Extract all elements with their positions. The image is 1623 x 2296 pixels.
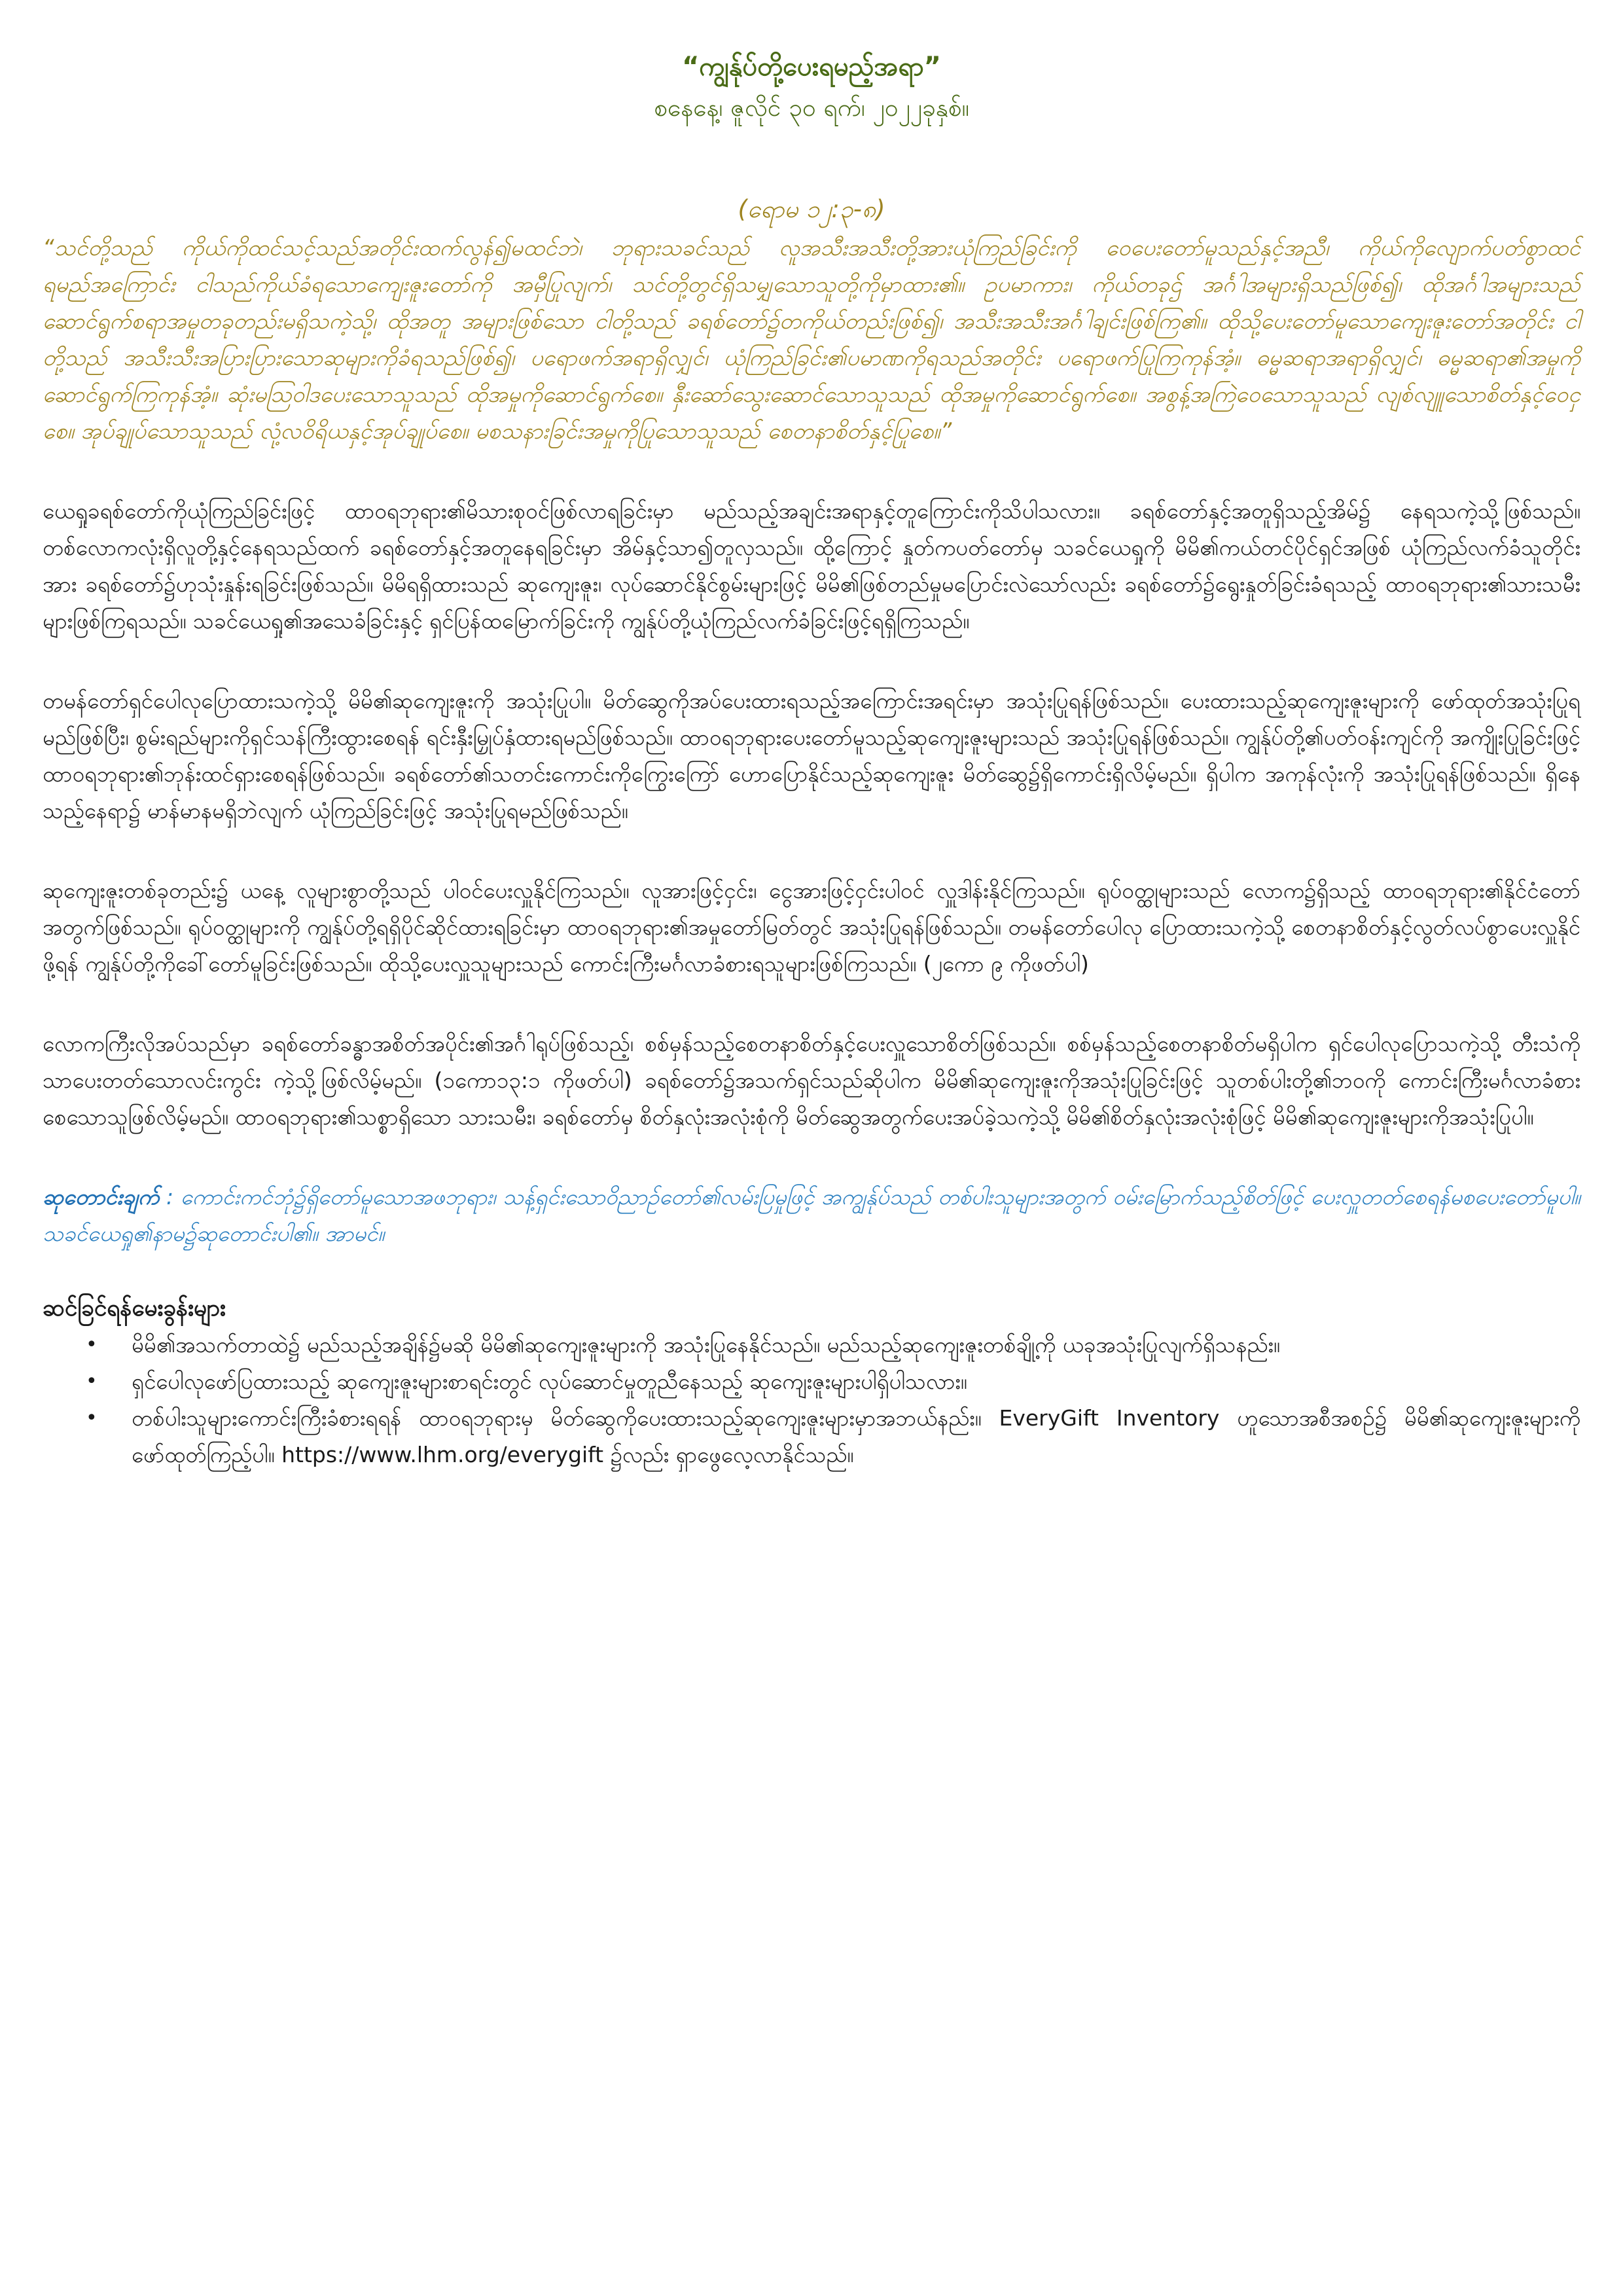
- list-item: [86, 1327, 1580, 1363]
- body-paragraph-2: တမန်တော်ရှင်ပေါလုပြောထားသကဲ့သို့ မိမိ၏ဆုကျေးဇူးကို အသုံးပြုပါ။ မိတ်ဆွေကိုအပ်ပေးထားရသည့်အကြောင်းအရင်းမှာ အသုံးပြုရန်ဖြစ်သည်။ ပေးထားသည့်ဆုကျေးဇူးများကို ဖော်ထုတ်အသုံးပြုရမည်ဖြစ်ပြီး၊ စွမ်းရည်များကိုရှင်သန်ကြီးထွားစေရန် ရင်းနှီးမြှုပ်နှံထားရမည်ဖြစ်သည်။ ထာဝရဘုရားပေးတော်မူသည့်ဆုကျေးဇူးများသည် အသုံးပြုရန်ဖြစ်သည်။ ကျွန်ုပ်တို့၏ပတ်ဝန်းကျင်ကို အကျိုးပြုခြင်းဖြင့် ထာဝရဘုရား၏ဘုန်းထင်ရှားစေရန်ဖြစ်သည်။ ခရစ်တော်၏သတင်းကောင်းကိုကြွေးကြော် ဟောပြောနိုင်သည့်ဆုကျေးဇူး မိတ်ဆွေ၌ရှိကောင်းရှိလိမ့်မည်။ ရှိပါက အကုန်လုံးကို အသုံးပြုရန်ဖြစ်သည်။ ရှိနေသည့်နေရာ၌ မာန်မာနမရှိဘဲလျက် ယုံကြည်ခြင်းဖြင့် အသုံးပြုရမည်ဖြစ်သည်။: [43, 688, 1580, 823]
- question-text-1: မိမိ၏အသက်တာထဲ၌ မည်သည့်အချိန်၌မဆို မိမိ၏ဆုကျေးဇူးများကို အသုံးပြုနေနိုင်သည်။ မည်သည့်ဆုကျေးဇူးတစ်ချို့ကို ယခုအသုံးပြုလျက်ရှိသနည်း။: [132, 1332, 1280, 1357]
- list-item: [86, 1363, 1580, 1400]
- question-text-2: ရှင်ပေါလုဖော်ပြထားသည့် ဆုကျေးဇူးများစာရင်းတွင် လုပ်ဆောင်မှုတူညီနေသည့် ဆုကျေးဇူးများပါရှိပါသလား။: [132, 1369, 967, 1394]
- prayer-text: ကောင်းကင်ဘုံ၌ရှိတော်မူသောအဖဘုရား၊ သန့်ရှင်းသောဝိညာဉ်တော်၏လမ်းပြမှုဖြင့် အကျွန်ုပ်သည် တစ်ပါးသူများအတွက် ဝမ်းမြောက်သည့်စိတ်ဖြင့် ပေးလှူတတ်စေရန်မစပေးတော်မူပါ။ သခင်ယေရှု၏နာမ၌ဆုတောင်းပါ၏။ အာမင်။: [43, 1184, 1580, 1246]
- prayer-label: ဆုတောင်းချက်: [43, 1184, 160, 1210]
- list-item: [86, 1400, 1580, 1473]
- scripture-block: [0, 190, 1623, 450]
- scripture-text: “သင်တို့သည် ကိုယ်ကိုထင်သင့်သည်အတိုင်းထက်လွန်၍မထင်ဘဲ၊ ဘုရားသခင်သည် လူအသီးအသီးတို့အားယုံကြည်ခြင်းကို ဝေပေးတော်မူသည်နှင့်အညီ၊ ကိုယ်ကိုလျောက်ပတ်စွာထင်ရမည်အကြောင်း ငါသည်ကိုယ်ခံရသောကျေးဇူးတော်ကို အမှီပြုလျက်၊ သင်တို့တွင်ရှိသမျှသောသူတို့ကိုမှာထား၏။ ဥပမာကား၊ ကိုယ်တခုဌ် အင်္ဂါအများရှိသည်ဖြစ်၍၊ ထိုအင်္ဂါအများသည် ဆောင်ရွက်စရာအမှုတခုတည်းမရှိသကဲ့သို့၊ ထိုအတူ အများဖြစ်သော ငါတို့သည် ခရစ်တော်၌တကိုယ်တည်းဖြစ်၍၊ အသီးအသီးအင်္ဂါချင်းဖြစ်ကြ၏။ ထိုသို့ပေးတော်မူသောကျေးဇူးတော်အတိုင်း ငါတို့သည် အသီးသီးအပြားပြားသောဆုများကိုခံရသည်ဖြစ်၍၊ ပရောဖက်အရာရှိလျှင်၊ ယုံကြည်ခြင်း၏ပမာဏကိုရသည်အတိုင်း ပရောဖက်ပြုကြကုန်အံ့။ ဓမ္မဆရာအရာရှိလျှင်၊ ဓမ္မဆရာ၏အမှုကိုဆောင်ရွက်ကြကုန်အံ့။ ဆုံးမဩဝါဒပေးသောသူသည် ထိုအမှုကိုဆောင်ရွက်စေ။ နှီးဆော်သွေးဆောင်သောသူသည် ထိုအမှုကိုဆောင်ရွက်စေ။ အစွန့်အကြဲဝေသောသူသည် လျစ်လျူသောစိတ်နှင့်ဝေငှစေ။ အုပ်ချုပ်သောသူသည် လုံ့လဝိရိယနှင့်အုပ်ချုပ်စေ။ မစသနားခြင်းအမှုကိုပြုသောသူသည် စေတနာစိတ်နှင့်ပြုစေ။”: [43, 235, 1580, 444]
- bullet-icon: •: [86, 1333, 98, 1356]
- prayer-block: [0, 1179, 1623, 1252]
- page-date: စနေနေ့၊ ဇူလိုင် ၃၀ ရက်၊ ၂၀၂၂ခုနှစ်။: [654, 94, 969, 122]
- header: [0, 46, 1623, 128]
- bullet-icon: •: [86, 1407, 98, 1429]
- questions-list: [43, 1327, 1580, 1473]
- body-paragraph-4: လောကကြီးလိုအပ်သည်မှာ ခရစ်တော်ခန္ဓာအစိတ်အပိုင်း၏အင်္ဂါရုပ်ဖြစ်သည့်၊ စစ်မှန်သည့်စေတနာစိတ်နှင့်ပေးလှူသောစိတ်ဖြစ်သည်။ စစ်မှန်သည့်စေတနာစိတ်မရှိပါက ရှင်ပေါလုပြောသကဲ့သို့ တီးသံကိုသာပေးတတ်သောလင်းကွင်း ကဲ့သို့ဖြစ်လိမ့်မည်။ (၁ကော၁၃:၁ ကိုဖတ်ပါ) ခရစ်တော်၌အသက်ရှင်သည်ဆိုပါက မိမိ၏ဆုကျေးဇူးကိုအသုံးပြုခြင်းဖြင့် သူတစ်ပါးတို့၏ဘဝကို ကောင်းကြီးမင်္ဂလာခံစားစေသောသူဖြစ်လိမ့်မည်။ ထာဝရဘုရား၏သစ္စာရှိသော သားသမီး၊ ခရစ်တော်မှ စိတ်နှလုံးအလုံးစုံကို မိတ်ဆွေအတွက်ပေးအပ်ခဲ့သကဲ့သို့ မိမိ၏စိတ်နှလုံးအလုံးစုံဖြင့် မိမိ၏ဆုကျေးဇူးများကိုအသုံးပြုပါ။: [43, 1031, 1580, 1130]
- reflection-questions: [0, 1290, 1623, 1473]
- scripture-reference: (ရောမ ၁၂:၃-၈): [738, 195, 885, 223]
- questions-heading: ဆင်ခြင်ရန်မေးခွန်းများ: [43, 1295, 226, 1321]
- page-title: “ကျွန်ုပ်တို့ပေးရမည့်အရာ”: [682, 52, 941, 82]
- question-text-3: တစ်ပါးသူများကောင်းကြီးခံစားရရန် ထာဝရဘုရားမှ မိတ်ဆွေကိုပေးထားသည့်ဆုကျေးဇူးများမှာအဘယ်နည်း။ EveryGift Inventory ဟူသောအစီအစဉ်၌ မိမိ၏ဆုကျေးဇူးများကိုဖော်ထုတ်ကြည့်ပါ။ https://www.lhm.org/everygift ၌လည်း ရှာဖွေလေ့လာနိုင်သည်။: [132, 1405, 1580, 1467]
- prayer-separator: :: [159, 1184, 181, 1210]
- body-paragraph-3: ဆုကျေးဇူးတစ်ခုတည်း၌ ယနေ့ လူများစွာတို့သည် ပါဝင်ပေးလှူနိုင်ကြသည်။ လူအားဖြင့်ငှင်း၊ ငွေအားဖြင့်ငှင်းပါဝင် လှူဒါန်းနိုင်ကြသည်။ ရုပ်ဝတ္ထုများသည် လောက၌ရှိသည့် ထာဝရဘုရား၏နိုင်ငံတော်အတွက်ဖြစ်သည်။ ရုပ်ဝတ္ထုများကို ကျွန်ုပ်တို့ရရှိပိုင်ဆိုင်ထားရခြင်းမှာ ထာဝရဘုရား၏အမှုတော်မြတ်တွင် အသုံးပြုရန်ဖြစ်သည်။ တမန်တော်ပေါလု ပြောထားသကဲ့သို့ စေတနာစိတ်နှင့်လွတ်လပ်စွာပေးလှူနိုင်ဖို့ရန် ကျွန်ုပ်တို့ကိုခေါ်တော်မူခြင်းဖြစ်သည်။ ထိုသို့ပေးလှူသူများသည် ကောင်းကြီးမင်္ဂလာခံစားရသူများဖြစ်ကြသည်။ (၂ကော ၉ ကိုဖတ်ပါ): [43, 878, 1580, 977]
- bullet-icon: •: [86, 1370, 98, 1393]
- body-paragraph-1: ယေရှုခရစ်တော်ကိုယုံကြည်ခြင်းဖြင့် ထာဝရဘုရား၏မိသားစုဝင်ဖြစ်လာရခြင်းမှာ မည်သည့်အချင်းအရာနှင့်တူကြောင်းကိုသိပါသလား။ ခရစ်တော်နှင့်အတူရှိသည့်အိမ်၌ နေရသကဲ့သို့ဖြစ်သည်။ တစ်လောကလုံးရှိလူတို့နှင့်နေရသည်ထက် ခရစ်တော်နှင့်အတူနေရခြင်းမှာ အိမ်နှင့်သာ၍တူလှသည်။ ထို့ကြောင့် နှုတ်ကပတ်တော်မှ သခင်ယေရှုကို မိမိ၏ကယ်တင်ပိုင်ရှင်အဖြစ် ယုံကြည်လက်ခံသူတိုင်းအား ခရစ်တော်၌ဟုသုံးနှုန်းရခြင်းဖြစ်သည်။ မိမိရရှိထားသည် ဆုကျေးဇူး၊ လုပ်ဆောင်နိုင်စွမ်းများဖြင့် မိမိ၏ဖြစ်တည်မှုမပြောင်းလဲသော်လည်း ခရစ်တော်၌ရွေးနှုတ်ခြင်းခံရသည့် ထာဝရဘုရား၏သားသမီးများဖြစ်ကြရသည်။ သခင်ယေရှု၏အသေခံခြင်းနှင့် ရှင်ပြန်ထမြောက်ခြင်းကို ကျွန်ုပ်တို့ယုံကြည်လက်ခံခြင်းဖြင့်ရရှိကြသည်။: [43, 498, 1580, 634]
